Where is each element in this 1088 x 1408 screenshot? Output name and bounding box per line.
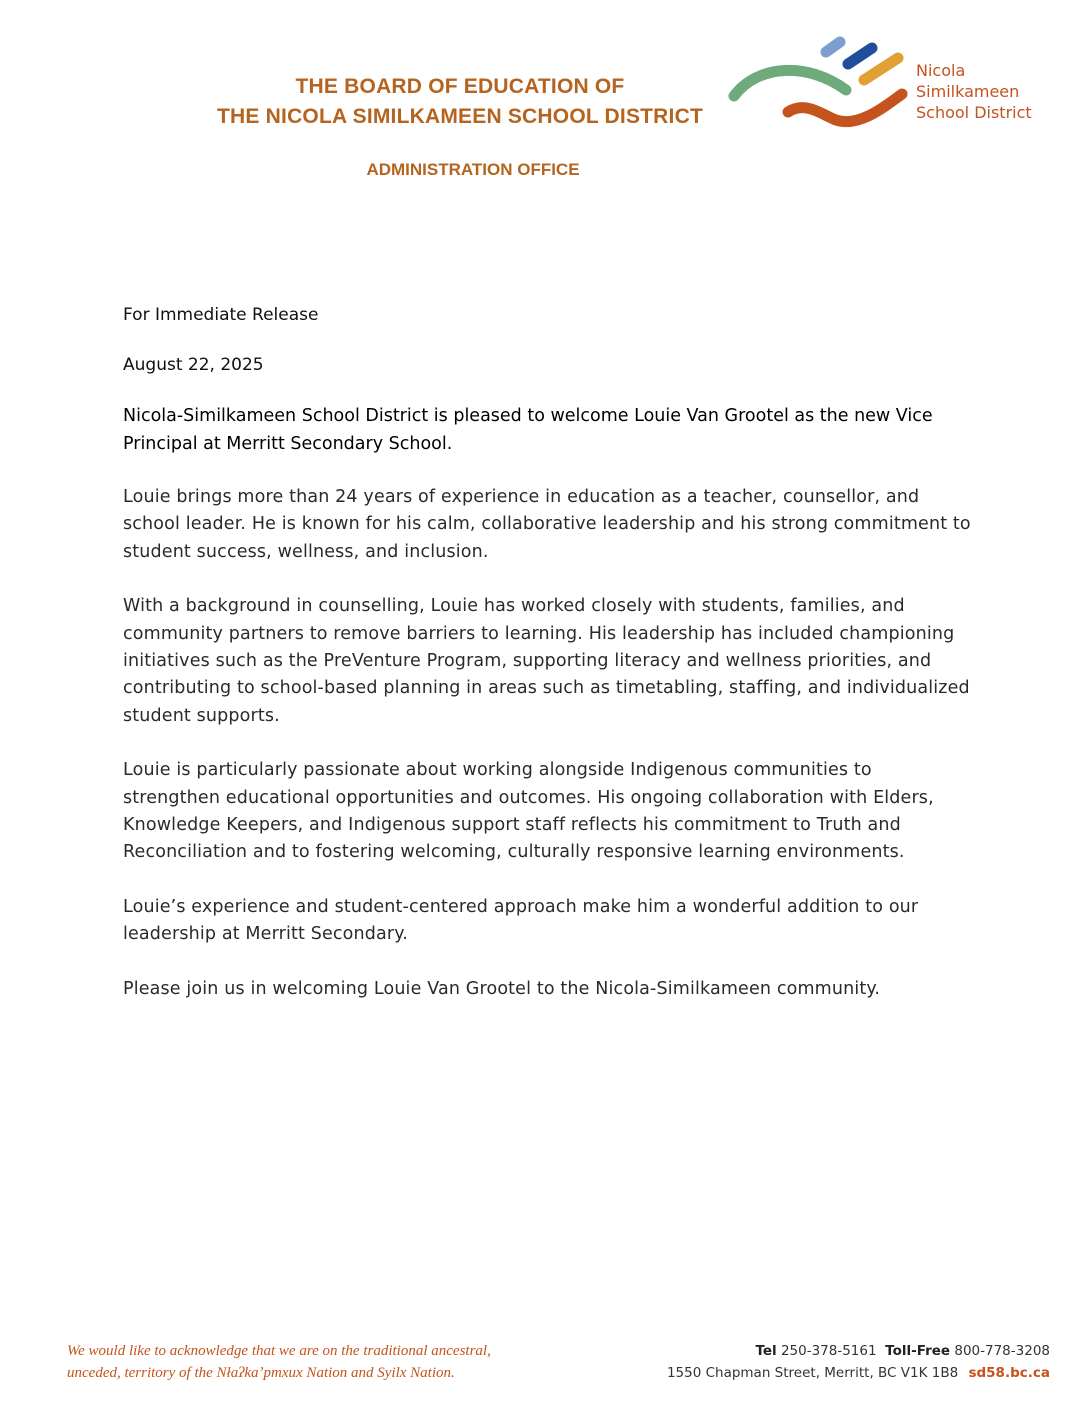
contact-info [667,1340,1050,1384]
tel-number: 250-378-5161 [780,1343,877,1359]
board-title-line-1: THE BOARD OF EDUCATION OF [295,75,625,98]
paragraph-1: Louie brings more than 24 years of experience in education as a teacher, counsellor, and school leader. He is known for his calm, collaborative leadership and his strong commitment to student success, wellness, and inclusion. [123,487,971,562]
board-title-line-2: THE NICOLA SIMILKAMEEN SCHOOL DISTRICT [217,105,703,128]
paragraph-2: With a background in counselling, Louie has worked closely with students, families, and community partners to remove barriers to learning. His leadership has included championing initiatives such as the PreVenture Program, supporting literacy and wellness priorities, and contributing to school-based planning in areas such as timetabling, staffing, and individualized student supports. [123,596,970,726]
paragraph-4: Louie’s experience and student-centered approach make him a wonderful addition to our leadership at Merritt Secondary. [123,896,919,945]
office-heading: ADMINISTRATION OFFICE [366,160,580,179]
paragraph-5: Please join us in welcoming Louie Van Grootel to the Nicola-Similkameen community. [123,978,881,999]
press-release-body [123,302,973,1030]
logo-wordmark [916,60,1032,123]
tollfree-number: 800-778-3208 [954,1343,1050,1359]
address: 1550 Chapman Street, Merritt, BC V1K 1B8 [666,1365,959,1381]
board-title [160,72,760,132]
district-logo-icon [728,34,918,134]
paragraph-3: Louie is particularly passionate about working alongside Indigenous communities to strengthen educational opportunities and outcomes. His ongoing collaboration with Elders, Knowledge Keepers, and Indigenous support staff reflects his commitment to Truth and Reconciliation and to fostering welcoming, culturally responsive learning environments. [123,760,934,863]
ack-line-2: unceded, territory of the Nłaʔkaʼpmxux Nation and Syilx Nation. [67,1365,455,1381]
release-date: August 22, 2025 [123,355,264,375]
release-label: For Immediate Release [123,305,319,325]
tollfree-label: Toll-Free [885,1343,951,1359]
address-line [667,1362,1050,1384]
website-link[interactable]: sd58.bc.ca [968,1365,1050,1381]
logo-word-2: Similkameen [916,82,1020,101]
tel-label: Tel [755,1343,777,1359]
phone-line [667,1340,1050,1362]
logo-word-3: School District [916,103,1032,122]
ack-line-1: We would like to acknowledge that we are on the traditional ancestral, [67,1343,491,1359]
release-headline: Nicola-Similkameen School District is pleased to welcome Louie Van Grootel as the new Vice Principal at Merritt Secondary School. [123,406,933,454]
land-acknowledgement [67,1340,491,1384]
logo-word-1: Nicola [916,61,966,80]
